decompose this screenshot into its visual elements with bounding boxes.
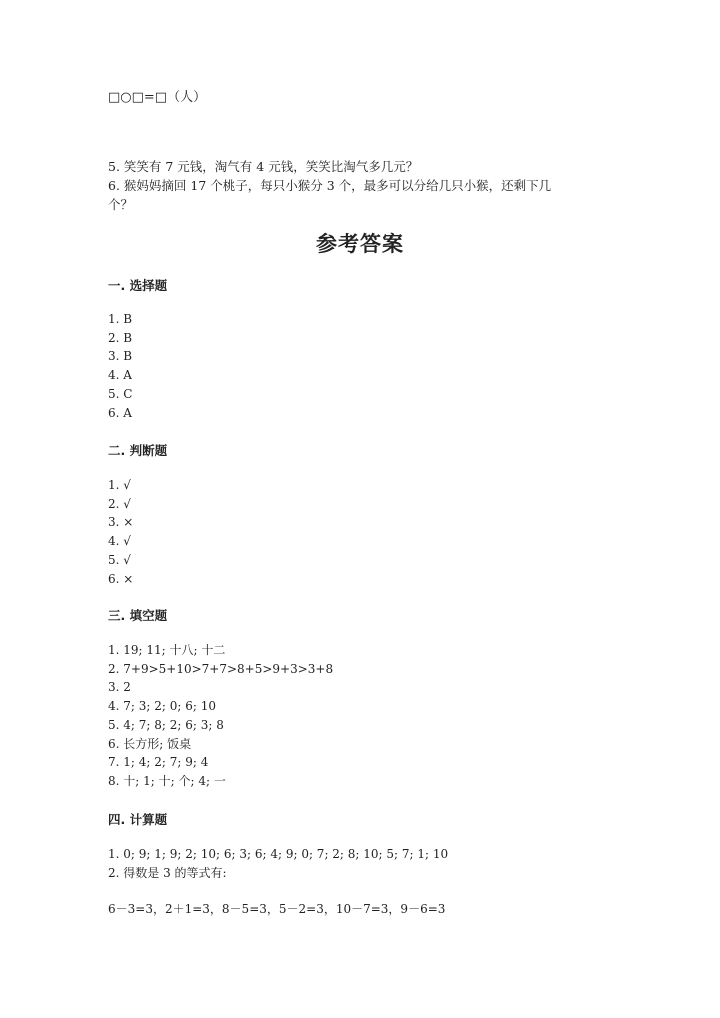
answer-title: 参考答案	[316, 231, 404, 256]
list-item: 5. C	[108, 386, 133, 401]
list-item: 3. 2	[108, 680, 131, 695]
list-item: 2. B	[108, 330, 133, 345]
question-6-cont: 个？	[108, 197, 134, 212]
section-heading-choice: 一. 选择题	[108, 278, 168, 293]
list-item: 1. √	[108, 478, 131, 492]
list-item: 5. √	[108, 552, 131, 567]
answer-list-calc	[108, 845, 448, 882]
list-item: 2. 7+9>5+10>7+7>8+5>9+3>3+8	[108, 661, 334, 676]
list-item: 1. 19; 11; 十八; 十二	[108, 643, 226, 657]
list-item: 6. ×	[108, 571, 134, 586]
list-item: 3. ×	[108, 515, 134, 530]
list-item: 6. 长方形; 饭桌	[108, 736, 192, 751]
question-5: 5. 笑笑有 7 元钱，淘气有 4 元钱，笑笑比淘气多几元？	[108, 159, 419, 174]
list-item: 2. √	[108, 496, 131, 511]
equation-list: 6－3=3，2＋1=3，8－5=3，5－2=3，10－7=3，9－6=3	[108, 902, 446, 916]
list-item: 4. 7; 3; 2; 0; 6; 10	[108, 699, 216, 714]
list-item: 1. 0; 9; 1; 9; 2; 10; 6; 3; 6; 4; 9; 0; 7; 2; 8; 10; 5; 7; 1; 10	[108, 847, 449, 861]
list-item: 5. 4; 7; 8; 2; 6; 3; 8	[108, 717, 224, 732]
section-heading-calc: 四. 计算题	[108, 812, 168, 827]
top-expression: □○□=□（人）	[108, 90, 207, 105]
list-item: 6. A	[108, 405, 132, 420]
list-item: 3. B	[108, 349, 133, 364]
answer-list-choice	[108, 310, 132, 422]
list-item: 4. A	[108, 368, 132, 383]
answer-list-fill	[108, 641, 333, 791]
answer-list-judge	[108, 476, 133, 588]
section-heading-judge: 二. 判断题	[108, 443, 168, 458]
list-item: 1. B	[108, 312, 133, 326]
question-6: 6. 猴妈妈摘回 17 个桃子，每只小猴分 3 个，最多可以分给几只小猴，还剩下几	[108, 178, 552, 193]
list-item: 2. 得数是 3 的等式有:	[108, 865, 227, 880]
list-item: 4. √	[108, 534, 131, 549]
section-heading-fill: 三. 填空题	[108, 608, 168, 623]
list-item: 7. 1; 4; 2; 7; 9; 4	[108, 755, 209, 770]
list-item: 8. 十; 1; 十; 个; 4; 一	[108, 773, 226, 788]
